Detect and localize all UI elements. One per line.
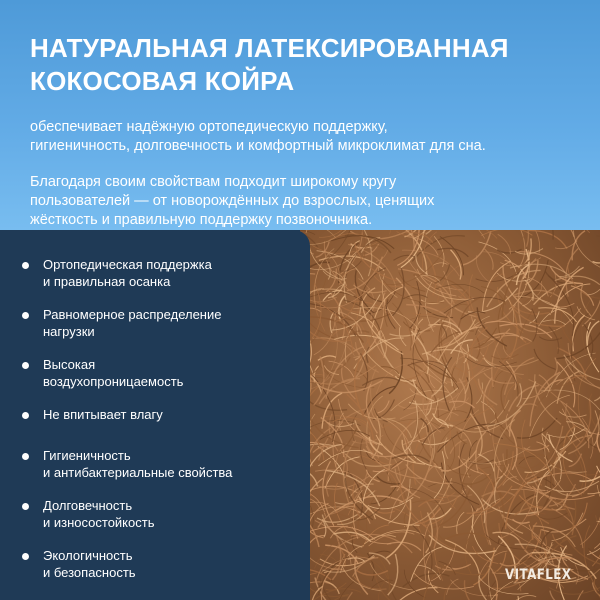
bullet-icon (22, 503, 29, 510)
feature-line-1: Ортопедическая поддержка (43, 257, 212, 272)
bullet-icon (22, 553, 29, 560)
features-panel (0, 230, 310, 600)
feature-line-2: и правильная осанка (43, 274, 171, 289)
description-text (30, 173, 570, 230)
feature-line-1: Не впитывает влагу (43, 407, 163, 422)
bullet-icon (22, 412, 29, 419)
feature-text (43, 306, 221, 340)
feature-item (22, 547, 310, 597)
feature-line-2: и износостойкость (43, 515, 155, 530)
feature-line-1: Экологичность (43, 548, 133, 563)
coir-fiber-texture (300, 230, 600, 600)
feature-line-2: и безопасность (43, 565, 136, 580)
bullet-icon (22, 262, 29, 269)
header-banner (0, 0, 600, 230)
feature-line-1: Долговечность (43, 498, 133, 513)
features-list (0, 230, 310, 597)
lead-text (30, 118, 570, 156)
bullet-icon (22, 312, 29, 319)
bullet-icon (22, 362, 29, 369)
feature-text (43, 497, 154, 531)
description-line-2: пользователей — от новорождённых до взрослых, ценящих (30, 193, 435, 209)
coir-fiber-photo (300, 230, 600, 600)
feature-item (22, 447, 310, 497)
feature-line-2: нагрузки (43, 324, 95, 339)
feature-line-1: Равномерное распределение (43, 307, 222, 322)
feature-item (22, 406, 310, 447)
feature-item (22, 356, 310, 406)
description-line-1: Благодаря своим свойствам подходит широкому кругу (30, 174, 397, 190)
page-title (30, 32, 570, 98)
feature-text (43, 256, 212, 290)
title-line-1: НАТУРАЛЬНАЯ ЛАТЕКСИРОВАННАЯ (30, 33, 509, 63)
feature-line-1: Высокая (43, 357, 96, 372)
feature-text (43, 406, 163, 423)
feature-line-1: Гигиеничность (43, 448, 131, 463)
feature-item (22, 306, 310, 356)
feature-item (22, 497, 310, 547)
lead-line-1: обеспечивает надёжную ортопедическую поддержку, (30, 119, 388, 135)
description-line-3: жёсткость и правильную поддержку позвоночника. (30, 212, 373, 228)
feature-text (43, 447, 232, 481)
brand-logo: VITAFLEX (505, 567, 572, 583)
feature-line-2: воздухопроницаемость (43, 374, 184, 389)
feature-line-2: и антибактериальные свойства (43, 465, 233, 480)
title-line-2: КОКОСОВАЯ КОЙРА (30, 66, 295, 96)
feature-text (43, 547, 136, 581)
lead-line-2: гигиеничность, долговечность и комфортный микроклимат для сна. (30, 138, 486, 154)
bullet-icon (22, 453, 29, 460)
feature-text (43, 356, 183, 390)
feature-item (22, 256, 310, 306)
